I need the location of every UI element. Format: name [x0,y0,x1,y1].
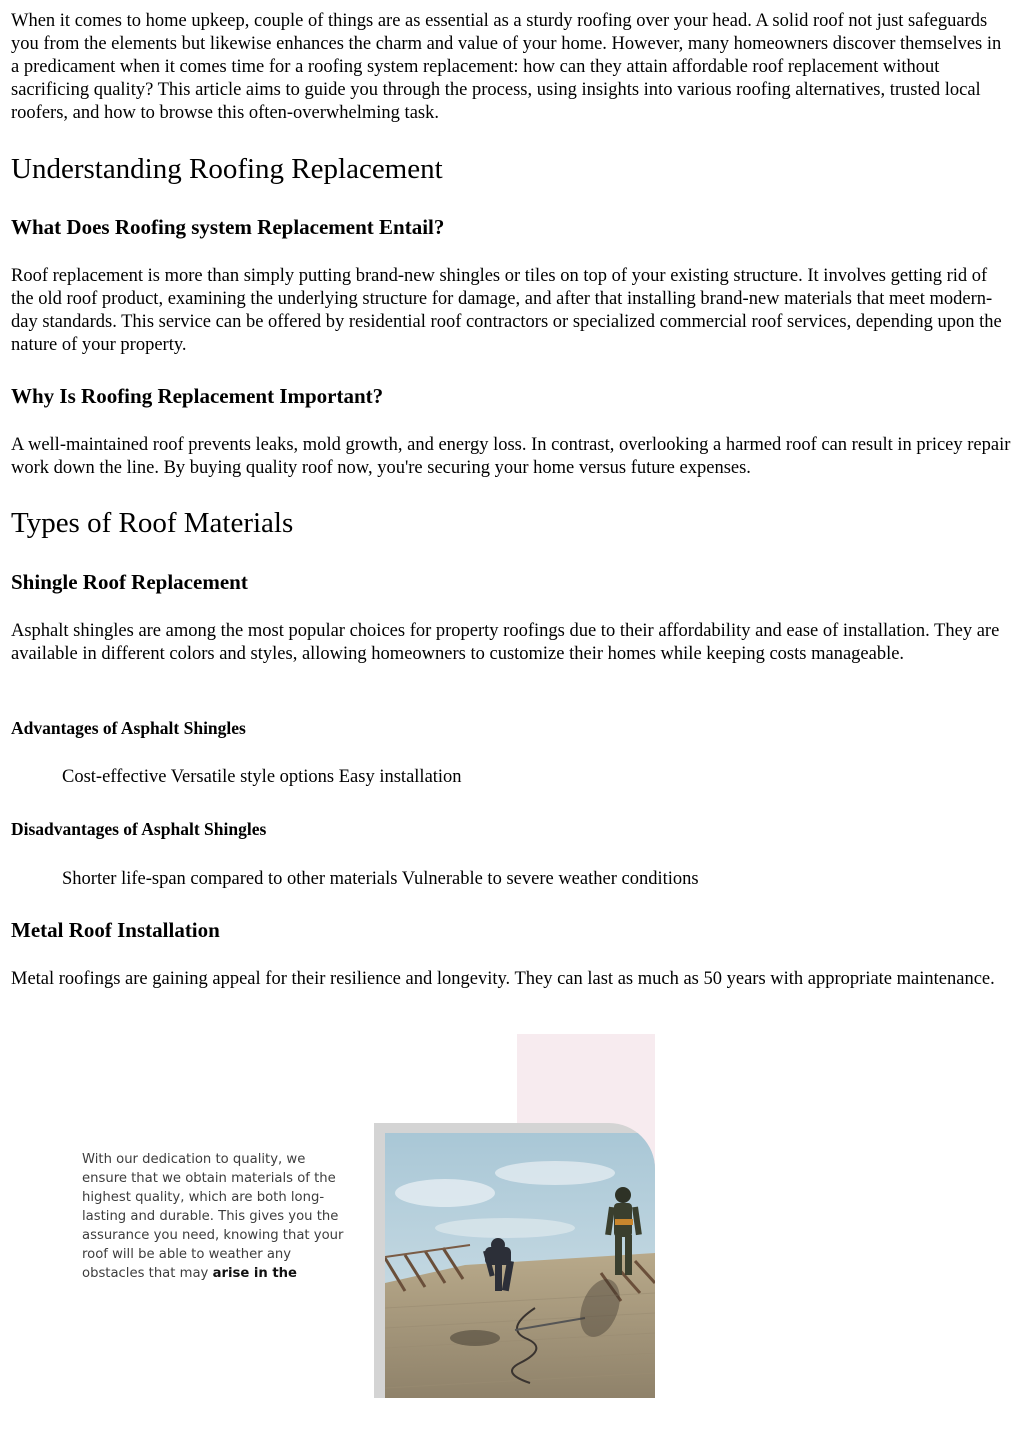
promo-quote-bold: arise in the [212,1266,298,1281]
paragraph-shingle: Asphalt shingles are among the most popular choices for property roofings due to their affordability and ease of installation. They are available in different colors and styles, allowing homeowners to customize their homes while keeping costs manageable. [11,621,1000,664]
paragraph-why-important: A well-maintained roof prevents leaks, mold growth, and energy loss. In contrast, overlooking a harmed roof can result in pricey repair work down the line. By buying quality roof now, you're securing your home versus future expenses. [11,435,1011,478]
list-advantages: Cost-effective Versatile style options Easy installation [62,767,462,787]
promo-image [0,1034,1024,1446]
paragraph-metal: Metal roofings are gaining appeal for their resilience and longevity. They can last as much as 50 years with appropriate maintenance. [11,969,995,989]
subheading-shingle: Shingle Roof Replacement [11,570,248,594]
list-disadvantages: Shorter life-span compared to other materials Vulnerable to severe weather conditions [62,869,699,889]
intro-paragraph: When it comes to home upkeep, couple of things are as essential as a sturdy roofing over your head. A solid roof not just safeguards you from the elements but likewise enhances the charm and value of your home. However, many homeowners discover themselves in a predicament when it comes time for a roofing system replacement: how can they attain affordable roof replacement without sacrificing quality? This article aims to guide you through the process, using insights into various roofing alternatives, trusted local roofers, and how to browse this often-overwhelming task. [11,11,1002,123]
roofers-on-roof-photo [385,1133,655,1398]
promo-quote-text: With our dedication to quality, we ensure that we obtain materials of the highest quality, which are both long-lasting and durable. This gives you the assurance you need, knowing that your roof will be able to weather any obstacles that may [82,1152,344,1281]
subheading-why-important: Why Is Roofing Replacement Important? [11,384,384,408]
heading-advantages: Advantages of Asphalt Shingles [11,718,246,738]
promo-quote [82,1150,344,1284]
paragraph-what-entail: Roof replacement is more than simply putting brand-new shingles or tiles on top of your existing structure. It involves getting rid of the old roof product, examining the underlying structure for damage, and after that installing brand-new materials that meet modern-day standards. This service can be offered by residential roof contractors or specialized commercial roof services, depending upon the nature of your property. [11,266,1002,355]
photo-frame [374,1123,655,1398]
heading-disadvantages: Disadvantages of Asphalt Shingles [11,819,267,839]
section-title-materials: Types of Roof Materials [11,507,294,539]
subheading-metal: Metal Roof Installation [11,918,220,942]
section-title-understanding: Understanding Roofing Replacement [11,153,443,185]
subheading-what-entail: What Does Roofing system Replacement Entail? [11,215,445,239]
